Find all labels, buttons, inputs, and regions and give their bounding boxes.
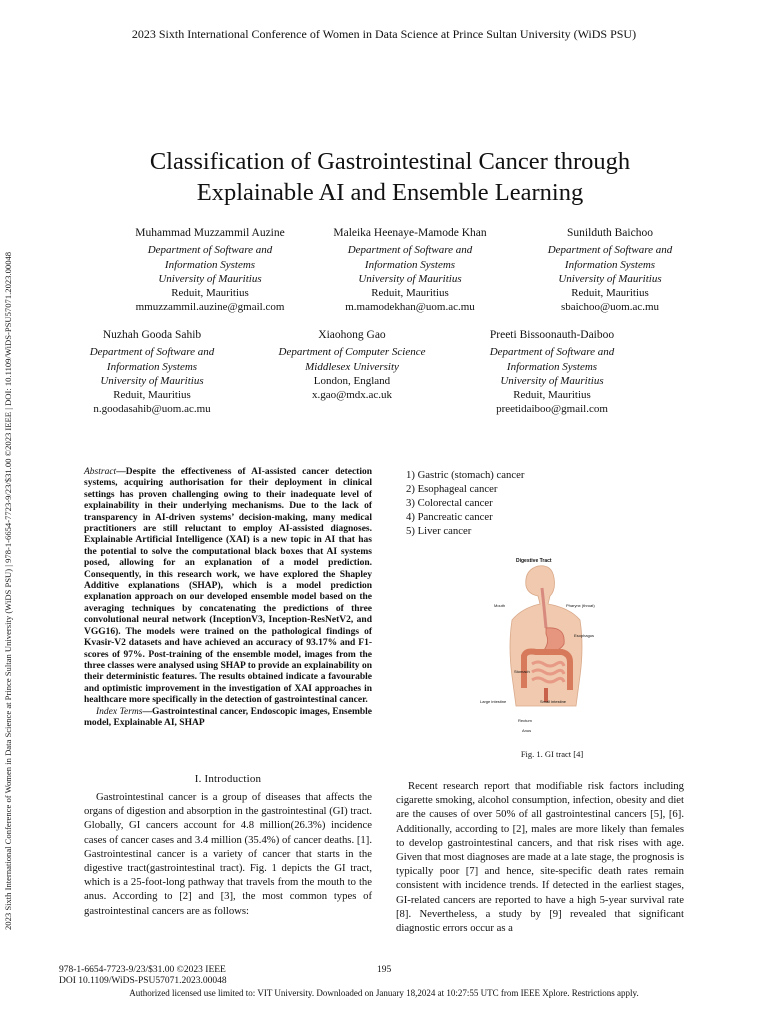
author-city: London, England bbox=[313, 374, 391, 387]
figure-label: Esophagus bbox=[574, 633, 595, 638]
author-dept: Department of Software and bbox=[347, 244, 473, 257]
author-email: n.goodasahib@uom.ac.mu bbox=[93, 403, 211, 416]
paper-title bbox=[60, 146, 720, 208]
author-block bbox=[310, 226, 510, 315]
author-name: Sunilduth Baichoo bbox=[567, 227, 653, 239]
author-name: Preeti Bissoonauth-Daiboo bbox=[489, 329, 615, 341]
author-dept: Department of Software and bbox=[147, 244, 273, 257]
index-terms-label: Index Terms bbox=[96, 706, 143, 717]
page-number: 195 bbox=[377, 965, 392, 975]
gi-tract-illustration bbox=[480, 556, 612, 736]
author-block bbox=[110, 226, 310, 315]
author-univ: University of Mauritius bbox=[158, 272, 262, 285]
cancer-list bbox=[406, 468, 696, 538]
abstract bbox=[84, 467, 372, 729]
list-item: 4) Pancreatic cancer bbox=[406, 511, 493, 523]
list-item: 5) Liver cancer bbox=[406, 525, 472, 537]
author-univ: University of Mauritius bbox=[558, 272, 662, 285]
author-block bbox=[252, 328, 452, 402]
figure-caption: Fig. 1. GI tract [4] bbox=[520, 749, 584, 759]
figure-label-title: Digestive Tract bbox=[516, 558, 552, 564]
author-email: m.mamodekhan@uom.ac.mu bbox=[345, 301, 475, 314]
author-email: preetidaiboo@gmail.com bbox=[496, 403, 608, 416]
author-email: mmuzzammil.auzine@gmail.com bbox=[135, 301, 285, 314]
list-item: 1) Gastric (stomach) cancer bbox=[406, 469, 525, 481]
author-city: Reduit, Mauritius bbox=[571, 287, 649, 300]
figure-label: Mouth bbox=[494, 603, 506, 608]
author-dept: Department of Software and bbox=[89, 346, 215, 359]
footer-isbn: 978-1-6654-7723-9/23/$31.00 ©2023 IEEE bbox=[59, 965, 226, 975]
author-dept: Information Systems bbox=[564, 258, 656, 271]
list-item: 2) Esophageal cancer bbox=[406, 483, 498, 495]
author-dept: Information Systems bbox=[164, 258, 256, 271]
title-line-1: Classification of Gastrointestinal Cancer through bbox=[149, 148, 631, 175]
author-city: Reduit, Mauritius bbox=[113, 389, 191, 402]
author-dept: Department of Software and bbox=[489, 346, 615, 359]
author-dept: Information Systems bbox=[106, 360, 198, 373]
author-dept: Information Systems bbox=[506, 360, 598, 373]
author-city: Reduit, Mauritius bbox=[171, 287, 249, 300]
author-dept: Information Systems bbox=[364, 258, 456, 271]
abstract-text: —Despite the effectiveness of AI-assisted cancer detection systems, acquiring authorisation for their deployment in clinical settings has proven challenging owing to their inadequate level of explainability in their underlying mechanisms. Due to the lack of transparency in AI-driven systems’ decision-making, many medical practitioners are still reluctant to employ AI-assisted diagnoses. Explainable Artificial Intelligence (XAI) is a new topic in AI that has the potential to solve the computational black boxes that AI systems posed, allowing for an explanation of a model prediction. Consequently, in this research work, we have explored the Shapley Additive explanations (SHAP), which is a model prediction explanation approach on our developed ensemble model based on the averaging techniques by concatenating the predictions of three convolutional neural network (InceptionV3, Inception-ResNetV2, and VGG16). The models were trained on the pathological findings of Kvasir-V2 datasets and have achieved an accuracy of 93.17% and F1-scores of 97%. Post-training of the ensemble model, images from the three classes were analysed using SHAP to provide an explainability on their deterministic features. The results obtained indicate a favourable and optimistic improvement in the investigation of XAI approaches in healthcare more specifically in the detection of gastrointestinal cancer. bbox=[84, 467, 372, 706]
author-email: x.gao@mdx.ac.uk bbox=[311, 389, 393, 402]
author-block bbox=[452, 328, 652, 417]
author-city: Reduit, Mauritius bbox=[371, 287, 449, 300]
title-line-2: Explainable AI and Ensemble Learning bbox=[196, 179, 584, 206]
author-block bbox=[510, 226, 710, 315]
author-univ: University of Mauritius bbox=[500, 374, 604, 387]
intro-paragraph: Gastrointestinal cancer is a group of diseases that affects the organs of digestion and absorption in the gastrointestinal (GI) tract. Globally, GI cancers account for 4.8 million(26.3%) incidence cases of cancer cases and 3.4 million (35.4%) of cancer deaths. [1]. Gastrointestinal cancer is a variety of cancer that starts in the digestive tract(gastrointestinal tract). Fig. 1 depicts the GI tract, which is a 25-foot-long pathway that travels from the mouth to the anus. According to [2] and [3], the most common types of gastrointestinal cancers are as follows: bbox=[84, 791, 372, 917]
footer-copyright bbox=[59, 965, 227, 987]
abstract-label: Abstract bbox=[84, 467, 117, 477]
figure-label: Small intestine bbox=[540, 699, 567, 704]
index-terms-text: —Gastrointestinal cancer, Endoscopic images, Ensemble model, Explainable AI, SHAP bbox=[84, 706, 373, 728]
author-univ: University of Mauritius bbox=[358, 272, 462, 285]
author-city: Reduit, Mauritius bbox=[513, 389, 591, 402]
footer-doi: DOI 10.1109/WiDS-PSU57071.2023.00048 bbox=[59, 976, 227, 986]
authorized-use-notice: Authorized licensed use limited to: VIT University. Downloaded on January 18,2024 at 10:27:55 UTC from IEEE Xplore. Restrictions apply. bbox=[129, 988, 639, 998]
author-name: Nuzhah Gooda Sahib bbox=[102, 329, 202, 341]
author-univ: University of Mauritius bbox=[100, 374, 204, 387]
author-name: Xiaohong Gao bbox=[318, 329, 386, 341]
figure-label: Rectum bbox=[518, 718, 532, 723]
list-item: 3) Colorectal cancer bbox=[406, 497, 493, 509]
conference-header: 2023 Sixth International Conference of Women in Data Science at Prince Sultan University (WiDS PSU) bbox=[131, 27, 637, 41]
side-doi-banner: 2023 Sixth International Conference of Women in Data Science at Prince Sultan University (WiDS PSU) | 978-1-6654-7723-9/23/$31.00 ©2023 IEEE | DOI: 10.1109/WiDS-PSU57071.2023.00048 bbox=[3, 251, 13, 930]
author-block bbox=[52, 328, 252, 417]
author-dept: Department of Computer Science bbox=[278, 346, 426, 359]
section-heading: I. Introduction bbox=[194, 773, 262, 785]
author-dept: Department of Software and bbox=[547, 244, 673, 257]
author-dept: Middlesex University bbox=[305, 360, 399, 373]
figure-label: Stomach bbox=[514, 669, 530, 674]
right-paragraph: Recent research report that modifiable risk factors including cigarette smoking, alcohol consumption, infection, obesity and diet are the causes of over 50% of all gastrointestinal cancers [5], [6]. Additionally, according to [2], males are more likely than females to develop gastrointestinal cancers, and that risk rises with age. Given that most diagnoses are made at a late stage, the prognosis is typically poor [7] and hence, site-specific death rates remain consistent with incidence trends. If detected in the earliest stages, GI-related cancers are reported to have a high 5-year survival rate [8]. Nevertheless, a study by [9] revealed that significant diagnostic errors occur as a bbox=[396, 780, 684, 935]
author-email: sbaichoo@uom.ac.mu bbox=[560, 301, 660, 314]
gi-tract-figure bbox=[480, 556, 612, 736]
author-name: Muhammad Muzzammil Auzine bbox=[135, 227, 285, 239]
author-name: Maleika Heenaye-Mamode Khan bbox=[333, 227, 487, 239]
figure-label: Large intestine bbox=[480, 699, 507, 704]
figure-label: Anus bbox=[522, 728, 532, 733]
figure-label: Pharynx (throat) bbox=[566, 603, 595, 608]
